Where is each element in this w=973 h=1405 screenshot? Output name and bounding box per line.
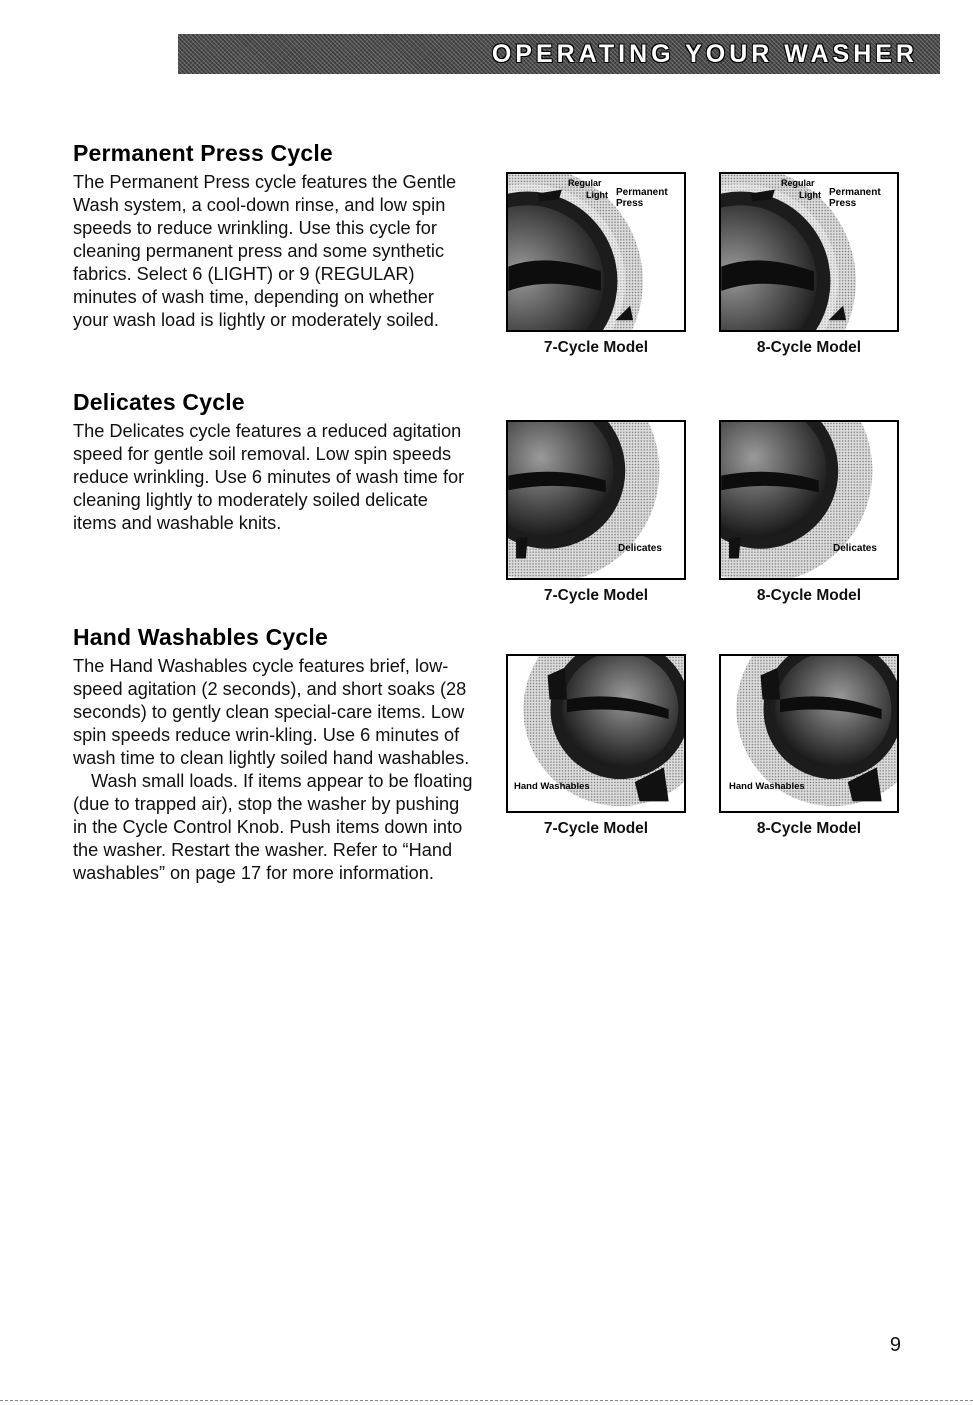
figure-permanent-press-8-cycle <box>719 172 899 357</box>
cycle-knob-illustration <box>719 654 899 813</box>
cycle-knob-illustration <box>506 654 686 813</box>
cycle-knob-illustration <box>506 172 686 332</box>
page-header-title: OPERATING YOUR WASHER <box>491 39 918 68</box>
page-number: 9 <box>889 1334 901 1356</box>
dial-label: Regular <box>568 178 602 188</box>
cycle-knob-illustration <box>719 420 899 580</box>
section-paragraph: Wash small loads. If items appear to be floating (due to trapped air), stop the washer by pushing in the Cycle Control Knob. Push items down into the washer. Restart the washer. Refer to “Hand washables” on page 17 for more information. <box>73 771 473 883</box>
section-title: Permanent Press Cycle <box>73 140 333 166</box>
section-paragraph: The Delicates cycle features a reduced agitation speed for gentle soil removal. Low spin speeds reduce wrinkling. Use 6 minutes of wash time for cleaning lightly to moderately soiled delicate items and washable knits. <box>73 421 465 533</box>
cycle-knob-illustration <box>506 420 686 580</box>
dial-label: Light <box>586 190 608 200</box>
figure-hand-washables-8-cycle <box>719 654 899 838</box>
section-title: Delicates Cycle <box>73 389 245 415</box>
figure-caption: 7-Cycle Model <box>543 339 649 356</box>
figure-permanent-press-7-cycle <box>506 172 686 357</box>
section-hand-washables <box>73 624 473 885</box>
dial-label: Press <box>616 198 644 209</box>
dial-label: Delicates <box>833 543 877 554</box>
figure-hand-washables-7-cycle <box>506 654 686 838</box>
dial-label: Permanent <box>829 187 881 198</box>
section-title: Hand Washables Cycle <box>73 624 328 650</box>
dial-label: Delicates <box>618 543 662 554</box>
figure-caption: 8-Cycle Model <box>756 587 862 604</box>
dial-label: Light <box>799 190 821 200</box>
page-bottom-rule <box>0 1400 973 1401</box>
header-banner <box>178 34 940 74</box>
section-permanent-press <box>73 140 473 332</box>
figure-caption: 7-Cycle Model <box>543 587 649 604</box>
section-paragraph: The Permanent Press cycle features the Gentle Wash system, a cool-down rinse, and low spin speeds to reduce wrinkling. Use this cycle for cleaning permanent press and some synthetic fabrics. Select 6 (LIGHT) or 9 (REGULAR) minutes of wash time, depending on whether your wash load is lightly or moderately soiled. <box>73 172 457 330</box>
dial-label: Regular <box>781 178 815 188</box>
section-paragraph: The Hand Washables cycle features brief, low-speed agitation (2 seconds), and short soaks (28 seconds) to gently clean special-care items. Low spin speeds reduce wrin-kling. Use 6 minutes of wash time to clean lightly soiled hand washables. <box>73 656 470 768</box>
dial-label: Press <box>829 198 857 209</box>
dial-label: Hand Washables <box>514 781 590 792</box>
figure-caption: 8-Cycle Model <box>756 339 862 356</box>
figure-delicates-7-cycle <box>506 420 686 605</box>
figure-caption: 8-Cycle Model <box>756 820 862 837</box>
dial-label: Permanent <box>616 187 668 198</box>
figure-delicates-8-cycle <box>719 420 899 605</box>
dial-label: Hand Washables <box>729 781 805 792</box>
section-delicates <box>73 389 473 535</box>
figure-caption: 7-Cycle Model <box>543 820 649 837</box>
cycle-knob-illustration <box>719 172 899 332</box>
dial-graphic <box>508 422 684 578</box>
dial-graphic <box>721 422 897 578</box>
